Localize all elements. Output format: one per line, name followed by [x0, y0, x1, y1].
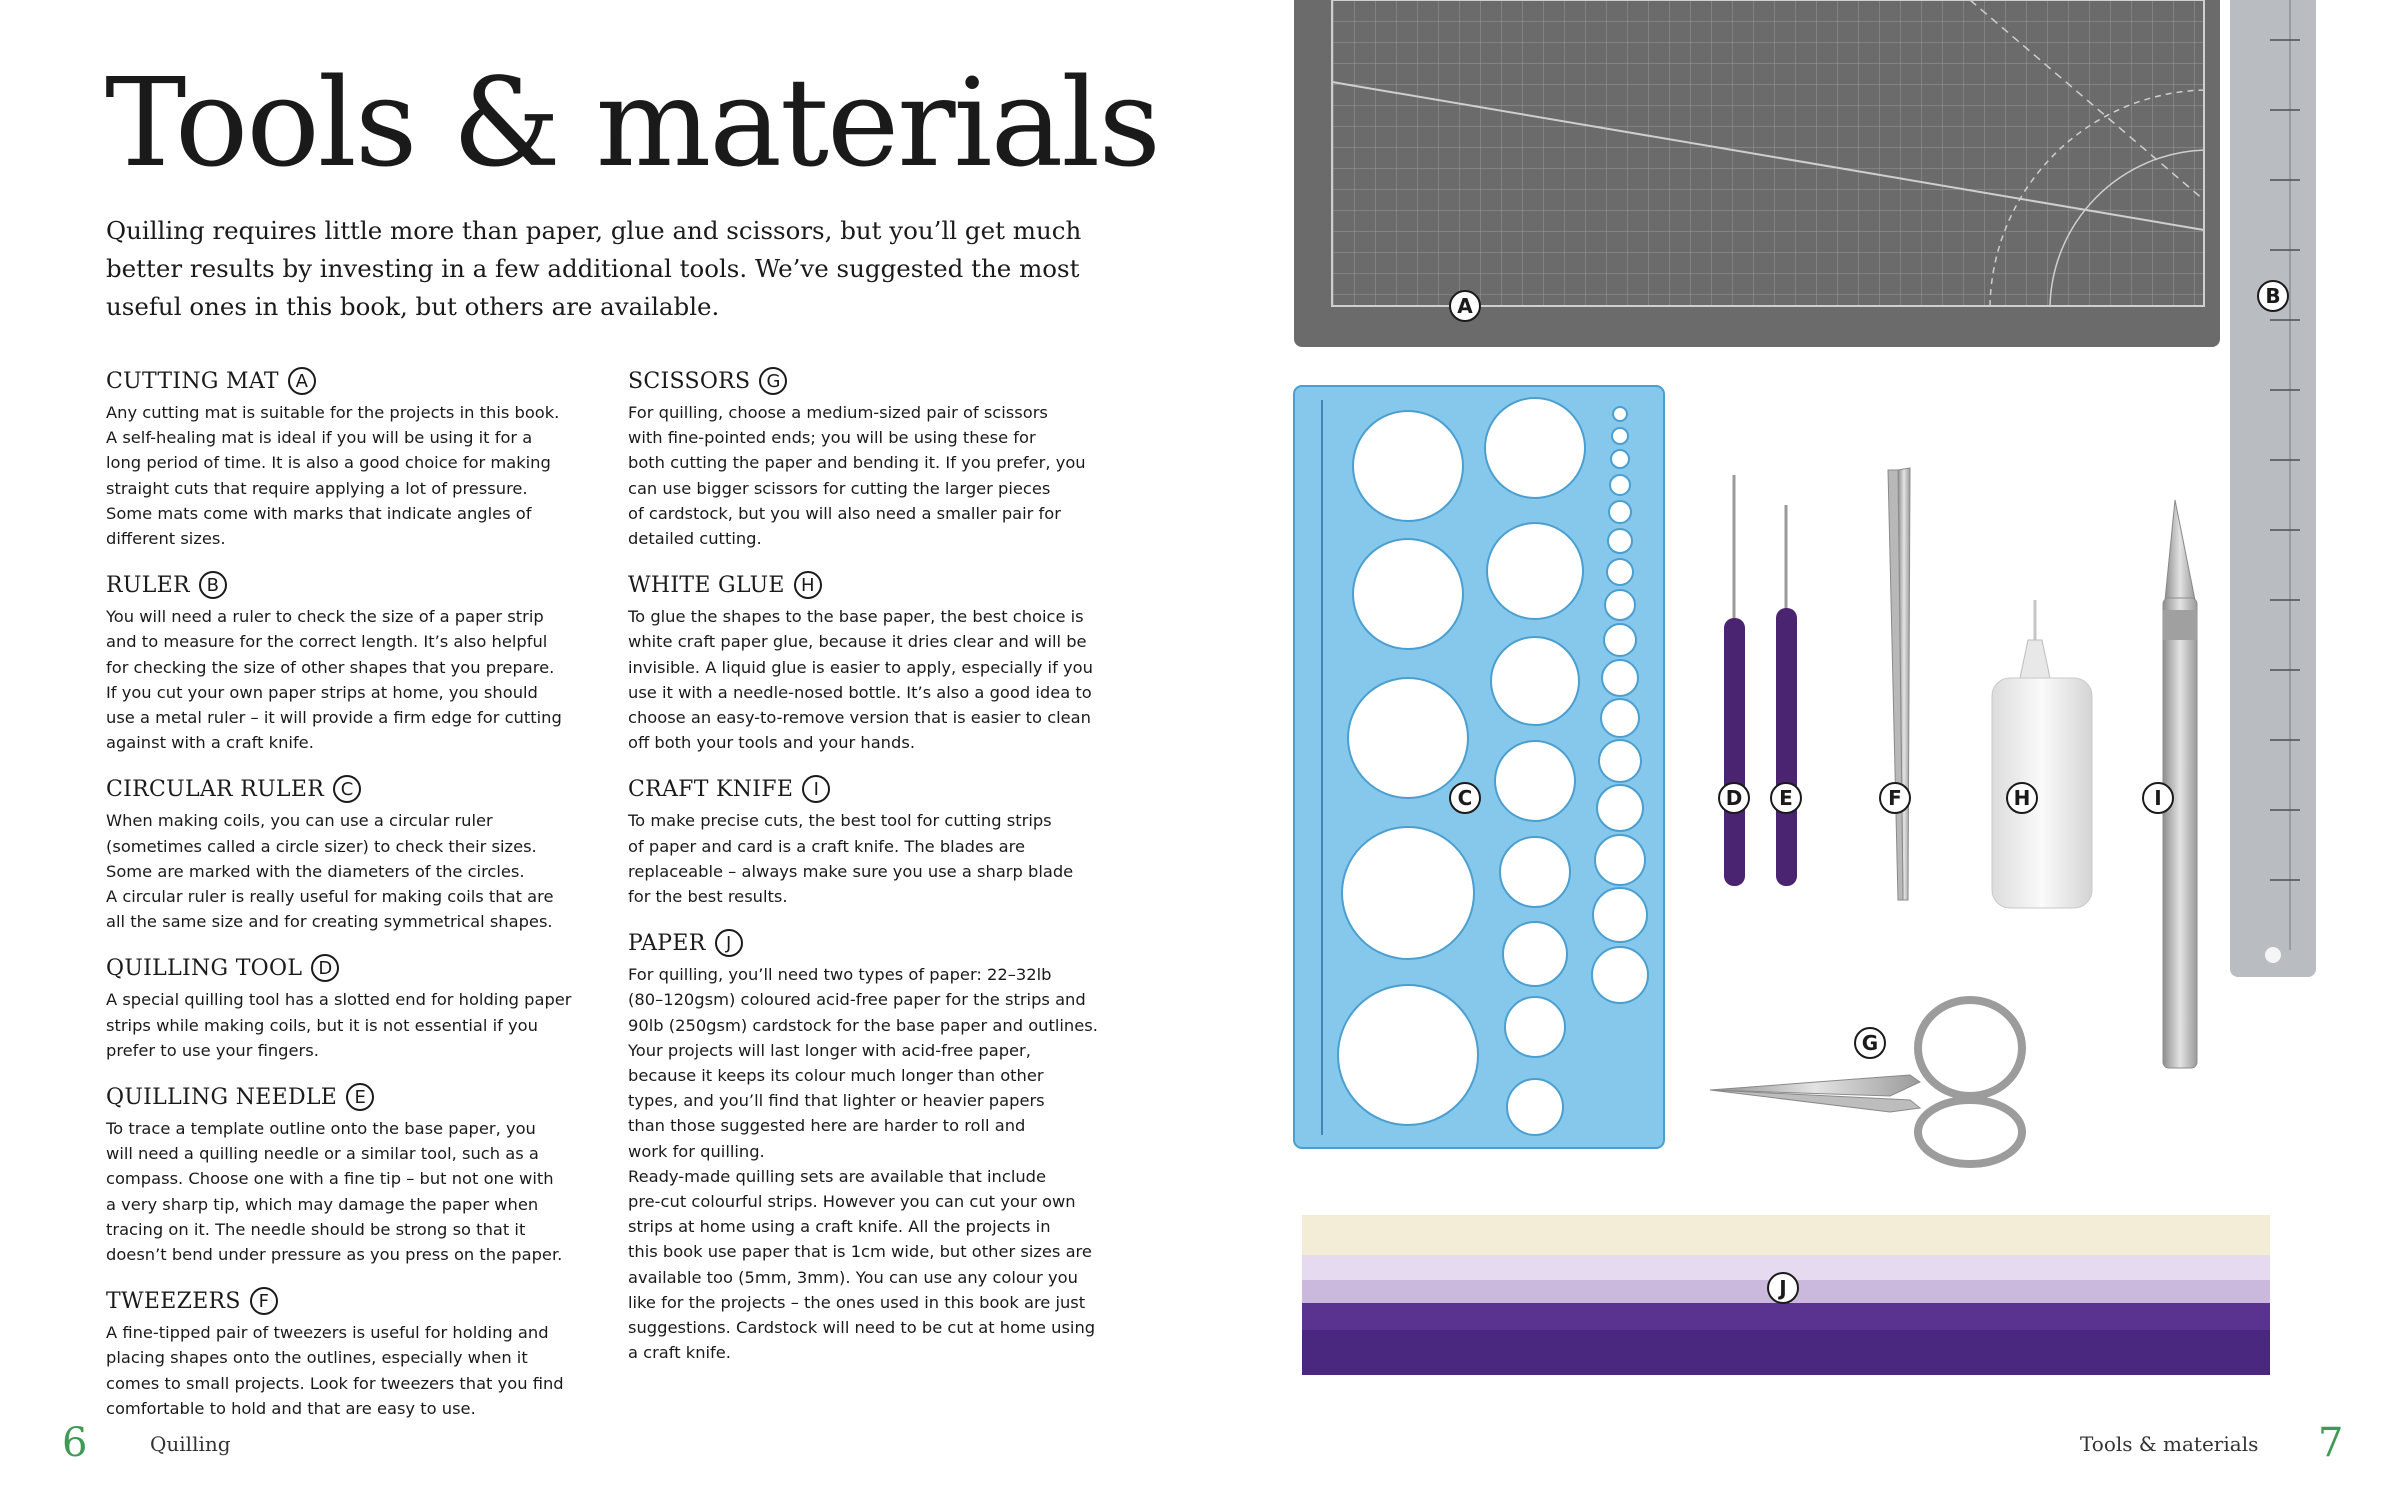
section-heading — [628, 362, 1133, 400]
section-body: For quilling, you’ll need two types of paper: 22–32lb (80–120gsm) coloured acid-free paper for the strips and 90lb (250gsm) cardstock for the base paper and outlines. Your projects will last longer with acid-free paper, because it keeps its colour much longer than other types, and you’ll find that lighter or heavier papers than those suggested here are harder to roll and work for quilling. Ready-made quilling sets are available that include pre-cut colourful strips. However you can cut your own strips at home using a craft knife. All the projects in this book use paper that is 1cm wide, but other sizes are available too (5mm, 3mm). You can use any colour you like for the projects – the ones used in this book are just suggestions. Cardstock will need to be cut at home using a craft knife. — [628, 965, 1098, 1363]
label-a-icon — [1450, 291, 1480, 321]
running-header-left: Quilling — [150, 1432, 231, 1456]
label-b-icon — [2258, 281, 2288, 311]
glue-bottle — [1992, 600, 2092, 908]
label-j-icon — [1768, 1273, 1798, 1303]
svg-text:G: G — [1861, 1031, 1879, 1055]
svg-text:E: E — [1779, 786, 1793, 810]
section-title: RULER — [106, 572, 190, 598]
svg-text:C: C — [1457, 786, 1473, 810]
section-letter-badge: C — [333, 775, 361, 803]
section-letter-badge: E — [346, 1083, 374, 1111]
section-letter-badge: B — [199, 571, 227, 599]
section-title: CIRCULAR RULER — [106, 776, 325, 802]
section-title: QUILLING NEEDLE — [106, 1084, 338, 1110]
label-c-icon — [1450, 783, 1480, 813]
section-letter-badge: J — [715, 929, 743, 957]
section-title: QUILLING TOOL — [106, 955, 303, 981]
section-heading — [106, 1078, 606, 1116]
svg-text:F: F — [1888, 786, 1902, 810]
svg-text:I: I — [2154, 786, 2162, 810]
section-cutting-mat — [106, 362, 606, 551]
page-title: Tools & materials — [105, 52, 1159, 194]
section-body: To glue the shapes to the base paper, the best choice is white craft paper glue, because it dries clear and will be invisible. A liquid glue is easier to apply, especially if you use it with a needle-nosed bottle. It’s also a good idea to choose an easy-to-remove version that is easier to clean off both your tools and your hands. — [628, 607, 1093, 753]
section-title: CUTTING MAT — [106, 368, 279, 394]
intro-paragraph: Quilling requires little more than paper, glue and scissors, but you’ll get much better results by investing in a few additional tools. We’ve suggested the most useful ones in this book, but others are available. — [106, 216, 1082, 321]
section-body: When making coils, you can use a circular ruler (sometimes called a circle sizer) to check their sizes. Some are marked with the diameters of the circles. A circular ruler is really useful for making coils that are all the same size and for creating symmetrical shapes. — [106, 811, 554, 932]
section-heading — [106, 362, 606, 400]
page-number-right: 7 — [2318, 1420, 2344, 1466]
section-quilling-tool — [106, 949, 606, 1063]
quilling-needle — [1776, 505, 1797, 886]
right-column — [628, 362, 1133, 1381]
label-h-icon — [2007, 783, 2037, 813]
section-paper — [628, 924, 1133, 1365]
section-body: A special quilling tool has a slotted end for holding paper strips while making coils, but it is not essential if you prefer to use your fingers. — [106, 990, 572, 1060]
section-letter-badge: H — [794, 571, 822, 599]
section-letter-badge: F — [250, 1287, 278, 1315]
section-letter-badge: G — [759, 367, 787, 395]
section-heading — [628, 770, 1133, 808]
section-quilling-needle — [106, 1078, 606, 1267]
section-body: Any cutting mat is suitable for the projects in this book. A self-healing mat is ideal if you will be using it for a long period of time. It is also a good choice for making straight cuts that require applying a lot of pressure. Some mats come with marks that indicate angles of different sizes. — [106, 403, 560, 549]
svg-text:J: J — [1779, 1276, 1787, 1300]
page-number-left: 6 — [62, 1420, 88, 1466]
svg-text:D: D — [1725, 786, 1743, 810]
svg-text:A: A — [1457, 294, 1473, 318]
section-circular-ruler — [106, 770, 606, 934]
tools-photo — [1270, 0, 2398, 1500]
section-heading — [628, 566, 1133, 604]
label-e-icon — [1771, 783, 1801, 813]
section-heading — [628, 924, 1133, 962]
scissors — [1710, 1000, 2022, 1164]
section-craft-knife — [628, 770, 1133, 909]
section-body: You will need a ruler to check the size of a paper strip and to measure for the correct length. It’s also helpful for checking the size of other shapes that you prepare. If you cut your own paper strips at home, you should use a metal ruler – it will provide a firm edge for cutting against with a craft knife. — [106, 607, 562, 753]
quilling-tool — [1724, 475, 1745, 886]
section-heading — [106, 1282, 606, 1320]
label-d-icon — [1719, 783, 1749, 813]
section-body: For quilling, choose a medium-sized pair of scissors with fine-pointed ends; you will be using these for both cutting the paper and bending it. If you prefer, you can use bigger scissors for cutting the larger pieces of cardstock, but you will also need a smaller pair for detailed cutting. — [628, 403, 1086, 549]
left-column — [106, 362, 606, 1436]
section-ruler — [106, 566, 606, 755]
section-letter-badge: I — [802, 775, 830, 803]
section-letter-badge: A — [288, 367, 316, 395]
section-heading — [106, 770, 606, 808]
craft-knife — [2163, 500, 2197, 1068]
cutting-mat — [1294, 0, 2220, 347]
section-heading — [106, 949, 606, 987]
label-f-icon — [1880, 783, 1910, 813]
section-title: CRAFT KNIFE — [628, 776, 794, 802]
svg-text:H: H — [2013, 786, 2031, 810]
section-letter-badge: D — [311, 954, 339, 982]
circular-ruler — [1294, 386, 1664, 1148]
section-white-glue — [628, 566, 1133, 755]
section-heading — [106, 566, 606, 604]
section-title: WHITE GLUE — [628, 572, 785, 598]
running-header-right: Tools & materials — [2080, 1432, 2259, 1456]
svg-text:B: B — [2265, 284, 2281, 308]
section-scissors — [628, 362, 1133, 551]
tools-illustration — [1270, 0, 2398, 1500]
section-body: To trace a template outline onto the base paper, you will need a quilling needle or a similar tool, such as a compass. Choose one with a fine tip – but not one with a very sharp tip, which may damage the paper when tracing on it. The needle should be strong so that it doesn’t bend under pressure as you press on the paper. — [106, 1119, 563, 1265]
section-body: To make precise cuts, the best tool for cutting strips of paper and card is a craft knife. The blades are replaceable – always make sure you use a sharp blade for the best results. — [628, 811, 1074, 907]
section-title: TWEEZERS — [106, 1288, 241, 1314]
label-g-icon — [1855, 1028, 1885, 1058]
tweezers — [1888, 468, 1910, 900]
section-title: PAPER — [628, 930, 706, 956]
section-body: A fine-tipped pair of tweezers is useful for holding and placing shapes onto the outlines, especially when it comes to small projects. Look for tweezers that you find comfortable to hold and that are easy to use. — [106, 1323, 564, 1418]
section-title: SCISSORS — [628, 368, 751, 394]
label-i-icon — [2143, 783, 2173, 813]
section-tweezers — [106, 1282, 606, 1421]
